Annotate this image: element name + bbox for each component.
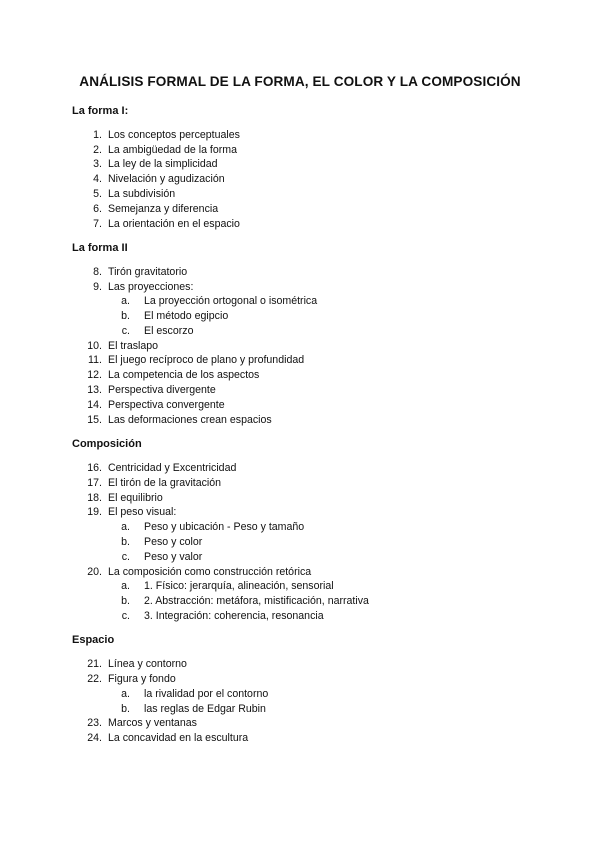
- item-number: 10.: [87, 340, 102, 352]
- item-text: Peso y ubicación - Peso y tamaño: [144, 521, 305, 533]
- item-text: La orientación en el espacio: [108, 218, 240, 230]
- item-number: 1.: [93, 129, 102, 141]
- item-text: Peso y valor: [144, 551, 203, 563]
- item-letter: c.: [121, 610, 130, 622]
- item-number: 15.: [87, 414, 102, 426]
- item-letter: b.: [121, 703, 130, 715]
- item-text: Los conceptos perceptuales: [108, 129, 240, 141]
- item-letter: a.: [121, 521, 130, 533]
- item-number: 8.: [93, 266, 102, 278]
- item-text: las reglas de Edgar Rubin: [144, 703, 266, 715]
- item-text: El equilibrio: [108, 492, 163, 504]
- item-number: 12.: [87, 369, 102, 381]
- item-text: Semejanza y diferencia: [108, 203, 219, 215]
- item-text: 3. Integración: coherencia, resonancia: [144, 610, 324, 622]
- section-heading: La forma II: [72, 242, 128, 254]
- item-text: La concavidad en la escultura: [108, 732, 249, 744]
- item-number: 2.: [93, 144, 102, 156]
- item-number: 4.: [93, 173, 102, 185]
- item-number: 13.: [87, 384, 102, 396]
- item-number: 7.: [93, 218, 102, 230]
- item-text: El escorzo: [144, 325, 194, 337]
- item-text: Perspectiva convergente: [108, 399, 225, 411]
- item-text: La composición como construcción retórica: [108, 566, 312, 578]
- item-text: El método egipcio: [144, 310, 229, 322]
- item-text: Las deformaciones crean espacios: [108, 414, 272, 426]
- item-text: Marcos y ventanas: [108, 717, 197, 729]
- item-text: Línea y contorno: [108, 658, 187, 670]
- item-number: 6.: [93, 203, 102, 215]
- item-letter: b.: [121, 536, 130, 548]
- section-heading: Composición: [72, 438, 142, 450]
- item-text: Las proyecciones:: [108, 281, 194, 293]
- item-number: 18.: [87, 492, 102, 504]
- item-letter: b.: [121, 310, 130, 322]
- item-letter: a.: [121, 580, 130, 592]
- item-number: 20.: [87, 566, 102, 578]
- item-text: Peso y color: [144, 536, 203, 548]
- item-number: 22.: [87, 673, 102, 685]
- item-text: Centricidad y Excentricidad: [108, 462, 237, 474]
- item-text: El tirón de la gravitación: [108, 477, 222, 489]
- item-text: La competencia de los aspectos: [108, 369, 260, 381]
- item-number: 21.: [87, 658, 102, 670]
- section-heading: La forma I:: [72, 105, 129, 117]
- item-letter: b.: [121, 595, 130, 607]
- item-number: 23.: [87, 717, 102, 729]
- item-letter: c.: [121, 551, 130, 563]
- item-number: 3.: [93, 158, 102, 170]
- item-text: El peso visual:: [108, 506, 177, 518]
- item-text: Tirón gravitatorio: [108, 266, 188, 278]
- item-number: 5.: [93, 188, 102, 200]
- item-text: La ley de la simplicidad: [108, 158, 218, 170]
- item-letter: c.: [121, 325, 130, 337]
- item-number: 11.: [88, 354, 102, 366]
- item-text: La subdivisión: [108, 188, 176, 200]
- item-text: La ambigüedad de la forma: [108, 144, 237, 156]
- item-number: 17.: [87, 477, 102, 489]
- page-title: ANÁLISIS FORMAL DE LA FORMA, EL COLOR Y LA COMPOSICIÓN: [79, 74, 521, 89]
- item-number: 16.: [87, 462, 102, 474]
- item-text: El juego recíproco de plano y profundidad: [108, 354, 305, 366]
- item-text: El traslapo: [108, 340, 159, 352]
- item-text: 1. Físico: jerarquía, alineación, sensorial: [144, 580, 334, 592]
- item-number: 19.: [87, 506, 102, 518]
- item-text: 2. Abstracción: metáfora, mistificación, narrativa: [144, 595, 369, 607]
- item-number: 24.: [87, 732, 102, 744]
- item-number: 9.: [93, 281, 102, 293]
- item-letter: a.: [121, 688, 130, 700]
- item-number: 14.: [87, 399, 102, 411]
- item-text: La proyección ortogonal o isométrica: [144, 295, 318, 307]
- item-text: la rivalidad por el contorno: [144, 688, 269, 700]
- item-text: Perspectiva divergente: [108, 384, 216, 396]
- item-letter: a.: [121, 295, 130, 307]
- section-heading: Espacio: [72, 634, 115, 646]
- item-text: Nivelación y agudización: [108, 173, 225, 185]
- item-text: Figura y fondo: [108, 673, 176, 685]
